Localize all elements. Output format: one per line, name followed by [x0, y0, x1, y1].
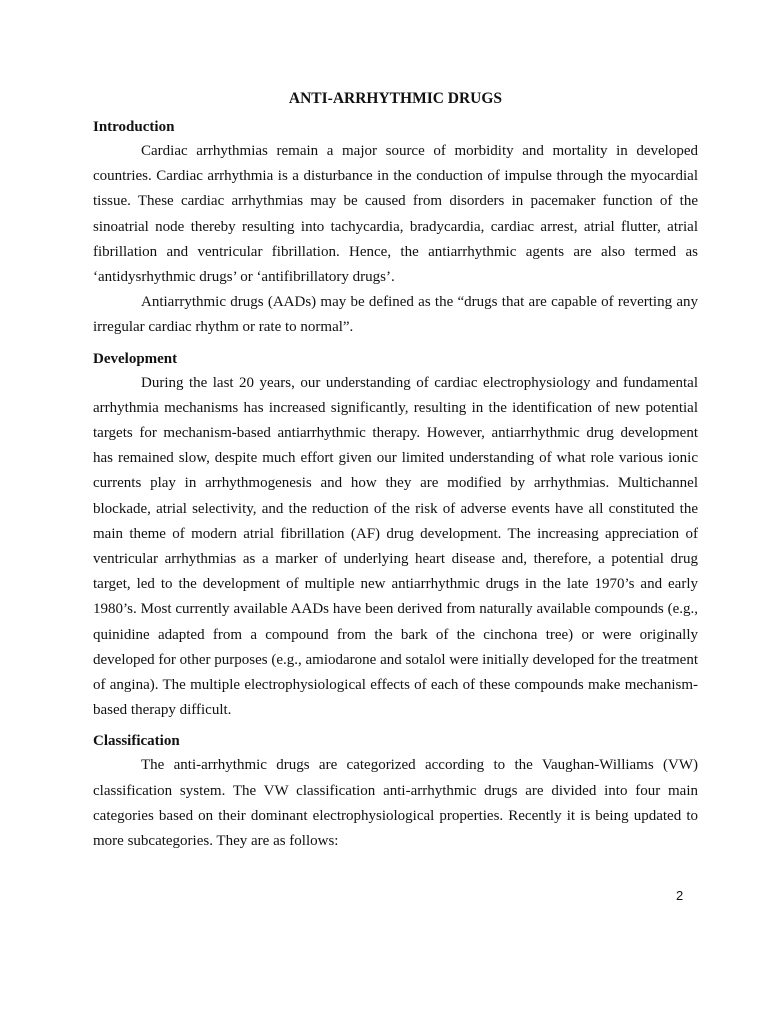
classification-heading: Classification: [93, 733, 180, 750]
introduction-heading: Introduction: [93, 119, 175, 135]
development-paragraph-1: During the last 20 years, our understanding of cardiac electrophysiology and fundamental arrhythmia mechanisms has increased significantly, resulting in the identification of new potential targets for mechanism-based antiarrhythmic therapy. However, antiarrhythmic drug development has remained slow, despite much effort given our limited understanding of what role various ionic currents play in arrhythmogenesis and how they are modified by arrhythmias. Multichannel blockade, atrial selectivity, and the reduction of the risk of adverse events have all constituted the main theme of modern atrial fibrillation (AF) drug development. The increasing appreciation of ventricular arrhythmias as a marker of underlying heart disease and, therefore, a potential drug target, led to the development of multiple new antiarrhythmic drugs in the late 1970’s and early 1980’s. Most currently available AADs have been derived from naturally available compounds (e.g., quinidine adapted from a compound from the bark of the cinchona tree) or were originally developed for other purposes (e.g., amiodarone and sotalol were initially developed for the treatment of angina). The multiple electrophysiological effects of each of these compounds make mechanism-based therapy difficult.: [93, 374, 698, 719]
document-title: ANTI-ARRHYTHMIC DRUGS: [288, 90, 503, 107]
introduction-paragraph-2: Antiarrythmic drugs (AADs) may be defined as the “drugs that are capable of reverting any irregular cardiac rhythm or rate to normal”.: [93, 294, 698, 336]
development-heading: Development: [93, 350, 178, 367]
development-section: [93, 347, 698, 724]
page-content: [93, 86, 698, 854]
introduction-section: [93, 115, 698, 341]
classification-section: [93, 729, 698, 854]
introduction-paragraph-1: Cardiac arrhythmias remain a major source of morbidity and mortality in developed countries. Cardiac arrhythmia is a disturbance in the conduction of impulse through the myocardial tissue. These cardiac arrhythmias may be caused from disorders in pacemaker function of the sinoatrial node thereby resulting into tachycardia, bradycardia, cardiac arrest, atrial flutter, atrial fibrillation and ventricular fibrillation. Hence, the antiarrhythmic agents are also termed as ‘antidysrhythmic drugs’ or ‘antifibrillatory drugs’.: [93, 143, 698, 286]
page-number: 2: [676, 888, 684, 903]
classification-paragraph-1: The anti-arrhythmic drugs are categorized according to the Vaughan-Williams (VW) classification system. The VW classification anti-arrhythmic drugs are divided into four main categories based on their dominant electrophysiological properties. Recently it is being updated to more subcategories. They are as follows:: [93, 757, 698, 850]
